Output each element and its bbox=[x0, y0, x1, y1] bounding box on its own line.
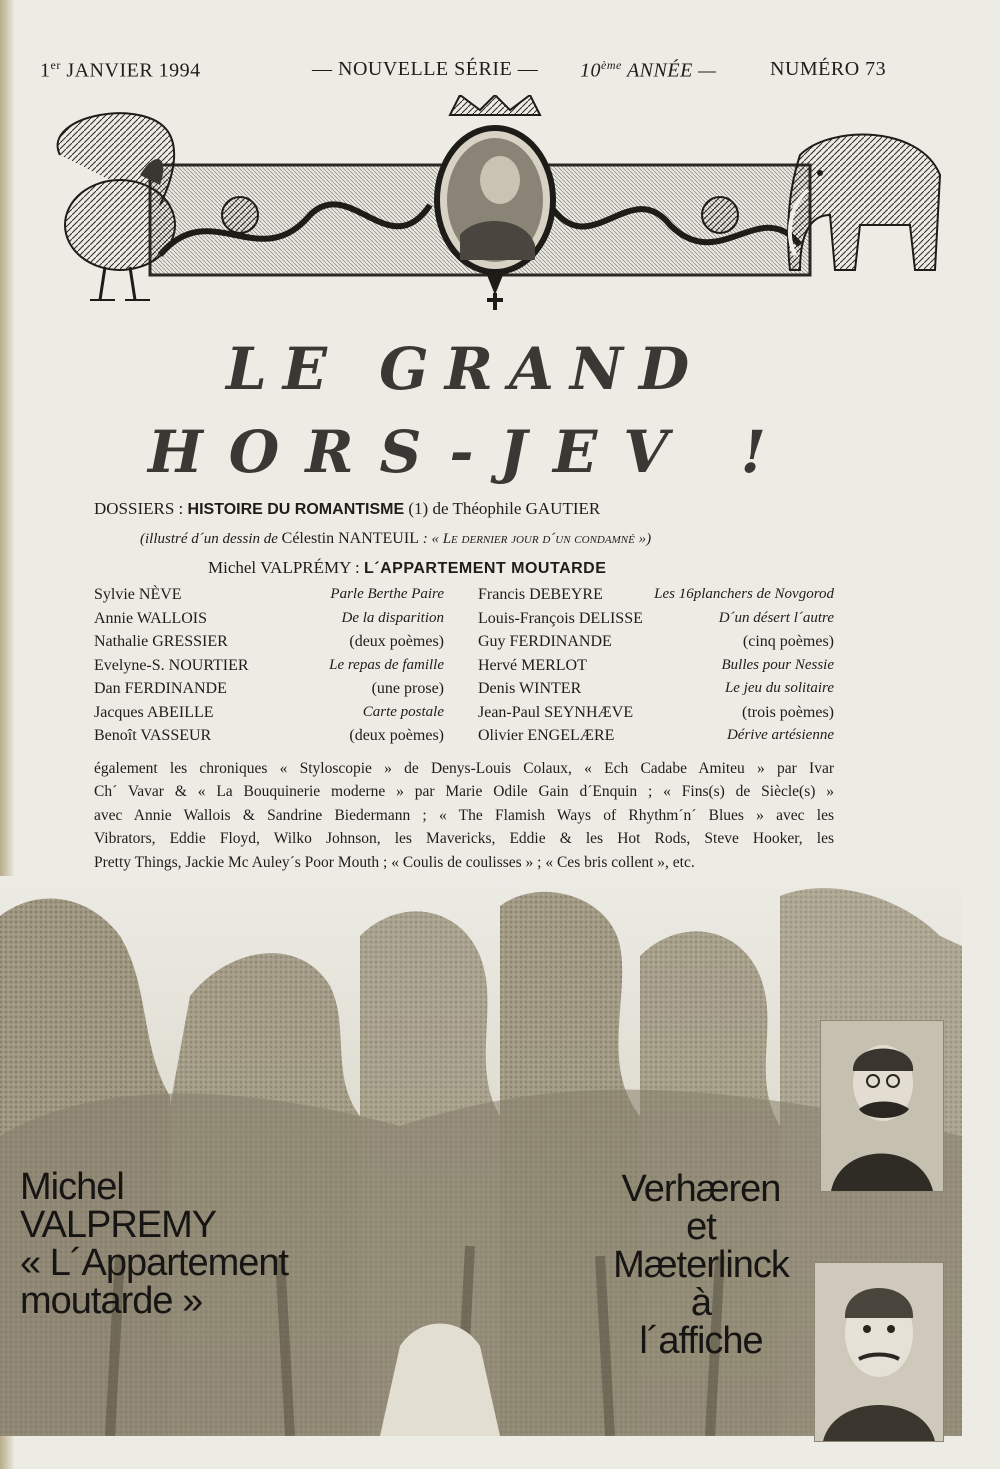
portrait-verhaeren-image bbox=[820, 1020, 944, 1192]
contributor-work: (deux poèmes) bbox=[349, 727, 444, 744]
contributor-name: Jacques ABEILLE bbox=[94, 703, 214, 721]
contributors-table bbox=[94, 586, 834, 751]
portrait-maeterlinck-image bbox=[814, 1262, 944, 1442]
contributor-name: Denis WINTER bbox=[478, 680, 582, 697]
contributor-name: Sylvie NÈVE bbox=[94, 586, 182, 603]
contributor-name: Benoît VASSEUR bbox=[94, 727, 212, 744]
date-day: 1 bbox=[40, 59, 51, 82]
engraved-banner-image bbox=[30, 95, 965, 330]
illustration-credit bbox=[140, 530, 900, 548]
contributor-name: Francis DEBEYRE bbox=[478, 586, 603, 603]
contributor-row bbox=[94, 610, 834, 634]
contributor-row bbox=[94, 680, 834, 704]
contributor-work: D´un désert l´autre bbox=[718, 609, 834, 626]
dossier-main-suffix: (1) de Théophile GAUTIER bbox=[404, 499, 601, 518]
illustre-title: Le dernier jour d´un condamné bbox=[442, 531, 635, 547]
issue-year bbox=[580, 58, 717, 83]
contributor-row bbox=[94, 657, 834, 681]
chroniques-line: également les chroniques « Styloscopie » de Denys-Louis Colaux, « Ech Cadabe Amiteu » par Ivar bbox=[94, 760, 834, 777]
caption-left-line: Michel bbox=[20, 1166, 124, 1208]
contributor-work: Le repas de famille bbox=[329, 656, 444, 673]
contributor-row bbox=[94, 633, 834, 657]
contributor-name: Evelyne-S. NOURTIER bbox=[94, 656, 249, 674]
caption-verhaeren-maeterlinck bbox=[590, 1170, 812, 1360]
chroniques-line: avec Annie Wallois & Sandrine Biedermann ; « The Flamish Ways of Rhythm´n´ Blues » avec les bbox=[94, 806, 834, 824]
banner-ornament-icon bbox=[30, 95, 965, 330]
second-dossier-line bbox=[208, 558, 606, 578]
chroniques-line: Ch´ Vavar & « La Bouquinerie moderne » par Marie Odile Gain d´Enquin ; « Fins(s) de Siècle(s) » bbox=[94, 783, 834, 801]
title-line-1: LE GRAND bbox=[226, 335, 706, 403]
contributor-work: Bulles pour Nessie bbox=[721, 656, 834, 673]
contributor-work: Les 16planchers de Novgorod bbox=[654, 586, 834, 602]
contributor-name: Dan FERDINANDE bbox=[94, 680, 227, 697]
year-label: ANNÉE — bbox=[621, 59, 717, 82]
caption-right-line: Mæterlinck bbox=[613, 1244, 789, 1286]
title-line-2: HORS-JEV ! bbox=[148, 418, 792, 486]
contributor-work: (trois poèmes) bbox=[742, 703, 834, 721]
contributor-row bbox=[94, 727, 834, 751]
second-title: L´APPARTEMENT MOUTARDE bbox=[364, 560, 607, 577]
year-sup: ème bbox=[601, 58, 622, 72]
dossiers-label: DOSSIERS : bbox=[94, 499, 188, 518]
caption-left-line: « L´Appartement bbox=[20, 1242, 289, 1284]
contributor-name: Guy FERDINANDE bbox=[478, 633, 612, 650]
caption-left-line: VALPREMY bbox=[20, 1204, 217, 1246]
contributor-name: Annie WALLOIS bbox=[94, 609, 208, 627]
issue-header bbox=[40, 58, 940, 88]
contributor-name: Louis-François DELISSE bbox=[478, 609, 643, 627]
illustre-name: Célestin NANTEUIL bbox=[281, 530, 419, 547]
dossier-main-title: HISTOIRE DU ROMANTISME bbox=[187, 501, 405, 518]
issue-date bbox=[40, 58, 201, 83]
caption-right-line: à bbox=[690, 1282, 712, 1324]
contributor-row bbox=[94, 586, 834, 610]
date-month-year: JANVIER 1994 bbox=[60, 59, 201, 82]
caption-right-line: Verhæren bbox=[621, 1168, 781, 1210]
contributor-work: (deux poèmes) bbox=[349, 633, 444, 650]
chroniques-line: Pretty Things, Jackie Mc Auley´s Poor Mouth ; « Coulis de coulisses » ; « Ces bris collent », etc. bbox=[94, 853, 695, 871]
contributor-name: Jean-Paul SEYNHÆVE bbox=[478, 703, 634, 721]
contributor-work: (cinq poèmes) bbox=[742, 633, 834, 650]
illustre-prefix: (illustré d´un dessin de bbox=[140, 531, 282, 547]
contributor-work: Carte postale bbox=[362, 703, 444, 720]
portrait-verhaeren-icon bbox=[821, 1021, 943, 1191]
contributor-work: De la disparition bbox=[341, 609, 444, 626]
contributor-name: Hervé MERLOT bbox=[478, 656, 587, 674]
contributor-work: Dérive artésienne bbox=[726, 727, 834, 743]
date-sup: er bbox=[50, 58, 61, 72]
caption-left-line: moutarde » bbox=[20, 1280, 203, 1322]
chroniques-paragraph bbox=[94, 757, 834, 874]
caption-right-line: l´affiche bbox=[639, 1320, 763, 1362]
year-number: 10 bbox=[580, 59, 601, 82]
illustre-mid: : « bbox=[418, 531, 443, 547]
caption-valpremy bbox=[20, 1168, 410, 1320]
issue-series: — NOUVELLE SÉRIE — bbox=[312, 58, 539, 80]
illustre-end: ») bbox=[634, 531, 652, 547]
contributor-work: (une prose) bbox=[371, 680, 444, 697]
dossiers-line bbox=[94, 499, 914, 519]
contributor-name: Olivier ENGELÆRE bbox=[478, 727, 615, 744]
portrait-maeterlinck-icon bbox=[815, 1263, 943, 1441]
contributor-row bbox=[94, 704, 834, 728]
crown-medallion-icon bbox=[437, 95, 553, 310]
contributor-work: Parle Berthe Paire bbox=[330, 586, 444, 602]
issue-number: NUMÉRO 73 bbox=[770, 58, 887, 80]
contributor-work: Le jeu du solitaire bbox=[724, 680, 834, 696]
contributor-name: Nathalie GRESSIER bbox=[94, 633, 228, 650]
second-author: Michel VALPRÉMY : bbox=[208, 558, 365, 577]
caption-right-line: et bbox=[686, 1206, 716, 1248]
chroniques-line: Vibrators, Eddie Floyd, Wilko Johnson, les Mavericks, Eddie & les Hot Rods, Steve Hooker, les bbox=[94, 830, 834, 848]
